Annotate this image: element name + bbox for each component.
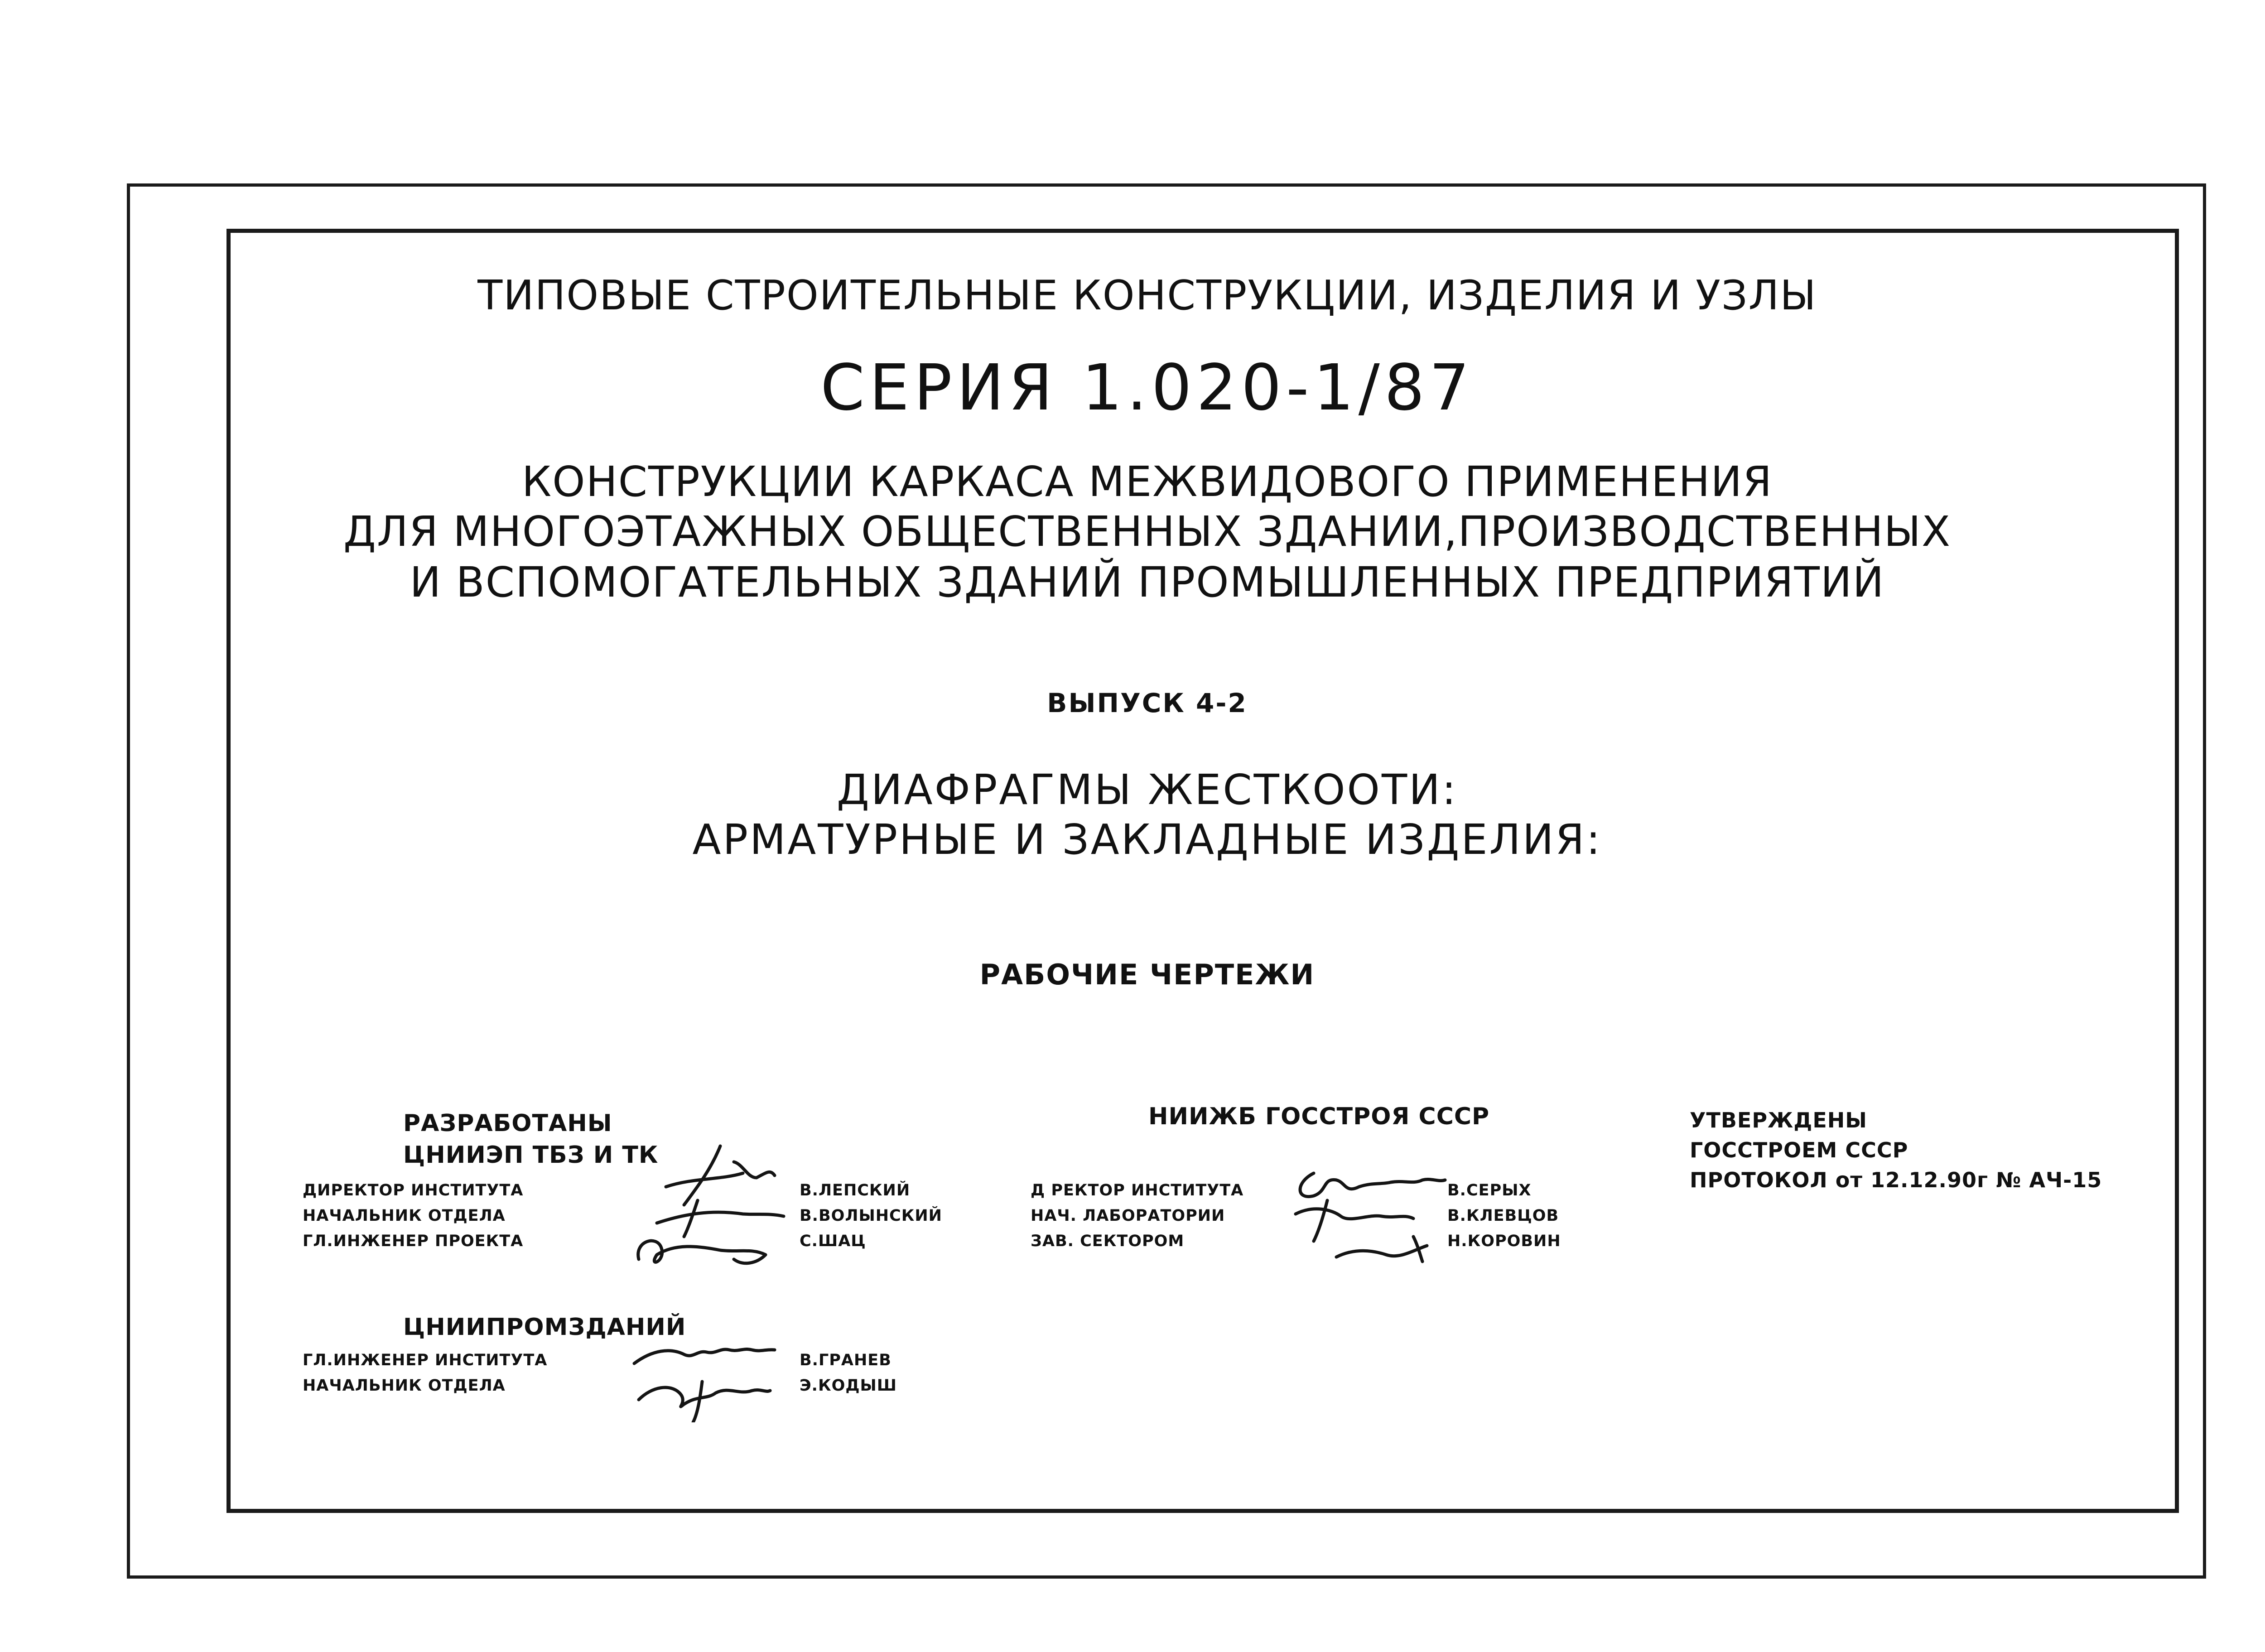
series-title: СЕРИЯ 1.020-1/87: [820, 351, 1474, 425]
tsniipromzdaniy-heading: ЦНИИПРОМЗДАНИЙ: [403, 1314, 686, 1341]
name-line: Э.КОДЫШ: [800, 1377, 897, 1395]
developers-names: [800, 1178, 942, 1254]
name-line: В.ГРАНЕВ: [800, 1351, 892, 1369]
developers-heading: РАЗРАБОТАНЫ: [403, 1110, 612, 1137]
name-line: В.КЛЕВЦОВ: [1447, 1207, 1559, 1225]
niizhb-signatures: [1277, 1160, 1450, 1273]
subtitle-line-2: ДЛЯ МНОГОЭТАЖНЫХ ОБЩЕСТВЕННЫХ ЗДАНИИ,ПРОИЗВОДСТВЕННЫХ: [343, 507, 1951, 556]
subtitle-line-1: КОНСТРУКЦИИ КАРКАСА МЕЖВИДОВОГО ПРИМЕНЕНИЯ: [521, 458, 1773, 506]
name-line: Н.КОРОВИН: [1447, 1232, 1561, 1250]
position-line: ГЛ.ИНЖЕНЕР ПРОЕКТА: [303, 1232, 524, 1250]
name-line: С.ШАЦ: [800, 1232, 866, 1250]
position-line: ДИРЕКТОР ИНСТИТУТА: [303, 1181, 524, 1199]
position-line: НАЧАЛЬНИК ОТДЕЛА: [303, 1377, 506, 1395]
part-title-line-2: АРМАТУРНЫЕ И ЗАКЛАДНЫЕ ИЗДЕЛИЯ:: [692, 815, 1602, 864]
approval-block: [1690, 1105, 2102, 1195]
tsniipromzdaniy-signatures: [625, 1332, 779, 1422]
developers-positions: [303, 1178, 523, 1254]
position-line: ЗАВ. СЕКТОРОМ: [1031, 1232, 1185, 1250]
position-line: НАЧ. ЛАБОРАТОРИИ: [1031, 1207, 1225, 1225]
approval-line: ГОССТРОЕМ СССР: [1690, 1138, 1908, 1162]
general-title: ТИПОВЫЕ СТРОИТЕЛЬНЫЕ КОНСТРУКЦИИ, ИЗДЕЛИЯ И УЗЛЫ: [477, 272, 1817, 319]
document-kind: РАБОЧИЕ ЧЕРТЕЖИ: [979, 958, 1315, 991]
part-title-line-1: ДИАФРАГМЫ ЖЕСТКООТИ:: [837, 766, 1458, 814]
position-line: Д РЕКТОР ИНСТИТУТА: [1031, 1181, 1244, 1199]
niizhb-names: [1447, 1178, 1561, 1254]
tsniipromzdaniy-names: [800, 1348, 897, 1398]
developers-signatures: [607, 1137, 802, 1273]
niizhb-positions: [1031, 1178, 1243, 1254]
name-line: В.ЛЕПСКИЙ: [800, 1181, 911, 1199]
tsniipromzdaniy-positions: [303, 1348, 547, 1398]
niizhb-heading: НИИЖБ ГОССТРОЯ СССР: [1148, 1103, 1490, 1130]
approval-line: УТВЕРЖДЕНЫ: [1690, 1108, 1867, 1132]
subtitle-line-3: И ВСПОМОГАТЕЛЬНЫХ ЗДАНИЙ ПРОМЫШЛЕННЫХ ПРЕДПРИЯТИЙ: [410, 558, 1885, 607]
name-line: В.ВОЛЫНСКИЙ: [800, 1207, 942, 1225]
position-line: ГЛ.ИНЖЕНЕР ИНСТИТУТА: [303, 1351, 548, 1369]
name-line: В.СЕРЫХ: [1447, 1181, 1532, 1199]
issue-number: ВЫПУСК 4-2: [1047, 688, 1248, 718]
developers-org: ЦНИИЭП ТБЗ И ТК: [403, 1141, 659, 1169]
approval-protocol: ПРОТОКОЛ от 12.12.90г № АЧ-15: [1690, 1168, 2102, 1192]
position-line: НАЧАЛЬНИК ОТДЕЛА: [303, 1207, 506, 1225]
